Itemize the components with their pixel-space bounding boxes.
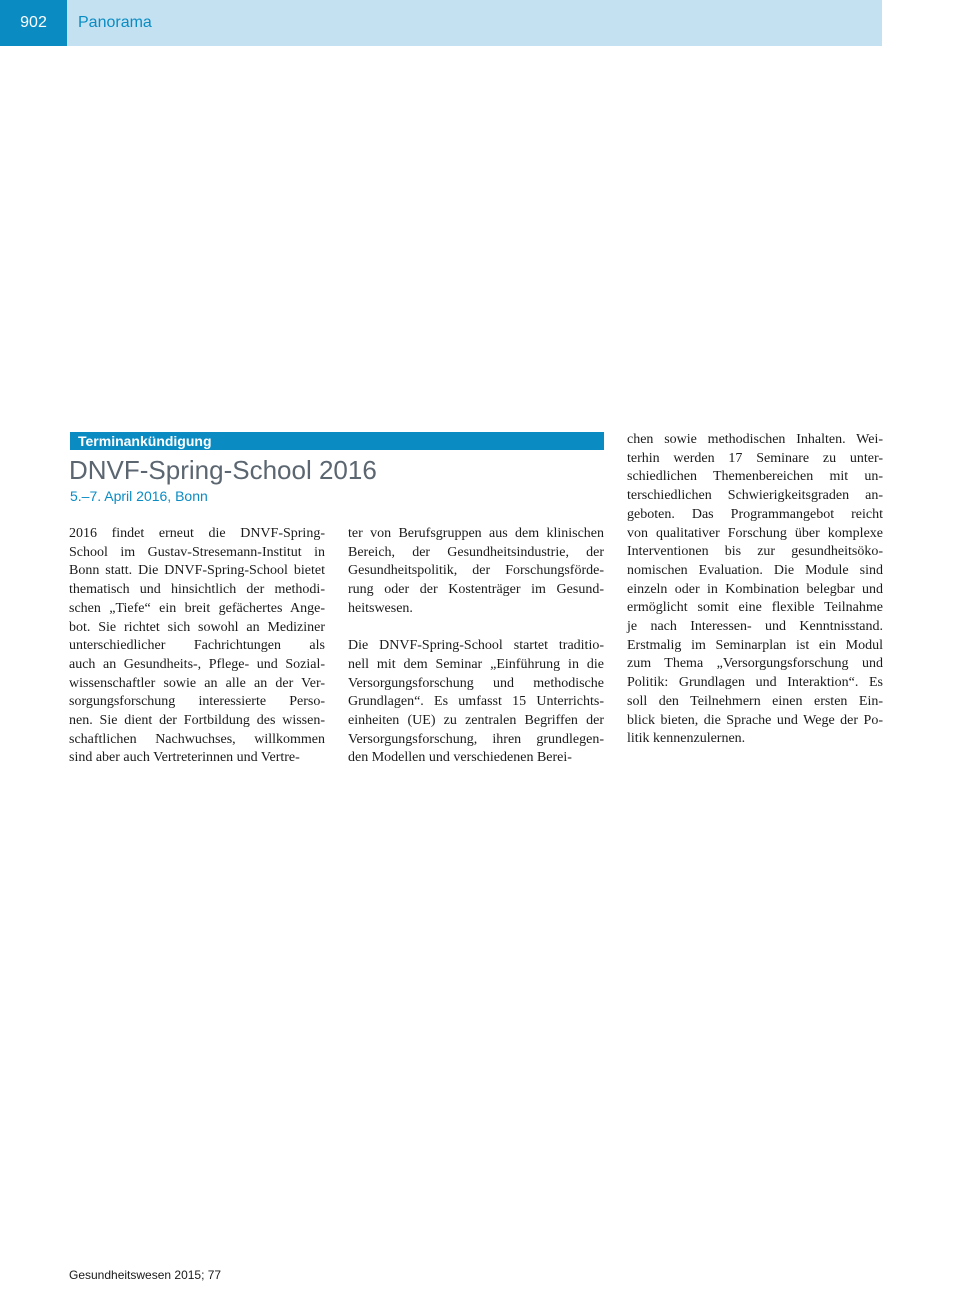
text-line: rung oder der Kostenträger im Gesund-	[348, 582, 604, 598]
text-line: terschiedlichen Schwierigkeitsgraden an-	[627, 488, 883, 504]
text-line: soll den Teilnehmern einen ersten Ein-	[627, 693, 883, 709]
text-line: von qualitativer Forschung über komplexe	[627, 525, 883, 541]
journal-citation: Gesundheitswesen 2015; 77	[69, 1268, 222, 1282]
text-line: bot. Sie richtet sich sowohl an Mediziner	[69, 619, 325, 635]
text-column-1	[69, 525, 325, 768]
text-line: schiedlichen Themenbereichen mit un-	[627, 469, 883, 485]
text-line: ermöglicht somit eine flexible Teilnahme	[627, 600, 883, 616]
article-title: DNVF-Spring-School 2016	[69, 455, 377, 485]
page-number: 902	[0, 0, 67, 46]
text-line: geboten. Das Programmangebot reicht	[627, 506, 883, 522]
text-line: chen sowie methodischen Inhalten. Wei-	[627, 432, 883, 447]
text-line: Politik: Grundlagen und Interaktion“. Es	[627, 675, 883, 691]
text-line: nell mit dem Seminar „Einführung in die	[348, 656, 604, 672]
text-column-2	[348, 525, 604, 768]
text-line: Interventionen bis zur gesundheitsöko-	[627, 544, 883, 560]
paragraph-gap	[348, 619, 604, 638]
text-line: 2016 findet erneut die DNVF-Spring-	[69, 526, 325, 541]
text-line: Versorgungsforschung und methodische	[348, 675, 604, 691]
text-line: nomischen Evaluation. Die Module sind	[627, 562, 883, 578]
text-line: schen „Tiefe“ ein breit gefächertes Ange-	[69, 600, 325, 616]
text-line: nen. Sie dient der Fortbildung des wissen-	[69, 713, 325, 729]
text-line: einzeln oder in Kombination belegbar und	[627, 581, 883, 597]
text-column-3	[627, 431, 883, 749]
text-line: einheiten (UE) zu zentralen Begriffen der	[348, 713, 604, 729]
text-line: je nach Interessen- und Kenntnisstand.	[627, 619, 883, 635]
text-line: sind aber auch Vertreterinnen und Vertre-	[69, 750, 300, 766]
text-line: ter von Berufsgruppen aus dem klinischen	[348, 526, 604, 541]
text-line: heitswesen.	[348, 600, 413, 616]
section-name: Panorama	[78, 14, 152, 31]
text-line: auch an Gesundheits-, Pflege- und Sozial-	[69, 656, 325, 672]
text-line: thematisch und hinsichtlich der methodi-	[69, 582, 325, 598]
text-line: schaftlichen Nachwuchses, willkommen	[69, 731, 325, 747]
text-line: wissenschaftler sowie an alle an der Ver-	[69, 675, 325, 691]
text-line: Bonn statt. Die DNVF-Spring-School bietet	[69, 563, 325, 579]
text-line: zum Thema „Versorgungsforschung und	[627, 656, 883, 672]
text-line: litik kennenzulernen.	[627, 731, 746, 747]
text-line: Grundlagen“. Es umfasst 15 Unterrichts-	[348, 694, 604, 710]
article-date: 5.–7. April 2016, Bonn	[70, 488, 208, 504]
category-label: Terminankündigung	[70, 432, 604, 450]
text-line: Die DNVF-Spring-School startet traditio-	[348, 638, 604, 654]
text-line: unterschiedlicher Fachrichtungen als	[69, 638, 325, 654]
text-line: blick bieten, die Sprache und Wege der Po-	[627, 712, 883, 728]
text-line: Bereich, der Gesundheitsindustrie, der	[348, 544, 604, 560]
text-line: den Modellen und verschiedenen Berei-	[348, 750, 572, 766]
text-line: School im Gustav-Stresemann-Institut in	[69, 544, 325, 560]
text-line: Erstmalig im Seminarplan ist ein Modul	[627, 637, 883, 653]
text-line: sorgungsforschung interessierte Perso-	[69, 694, 325, 710]
text-line: Versorgungsforschung, ihren grundlegen-	[348, 731, 604, 747]
text-line: terhin werden 17 Seminare zu unter-	[627, 450, 883, 466]
text-line: Gesundheitspolitik, der Forschungsförde-	[348, 563, 604, 579]
